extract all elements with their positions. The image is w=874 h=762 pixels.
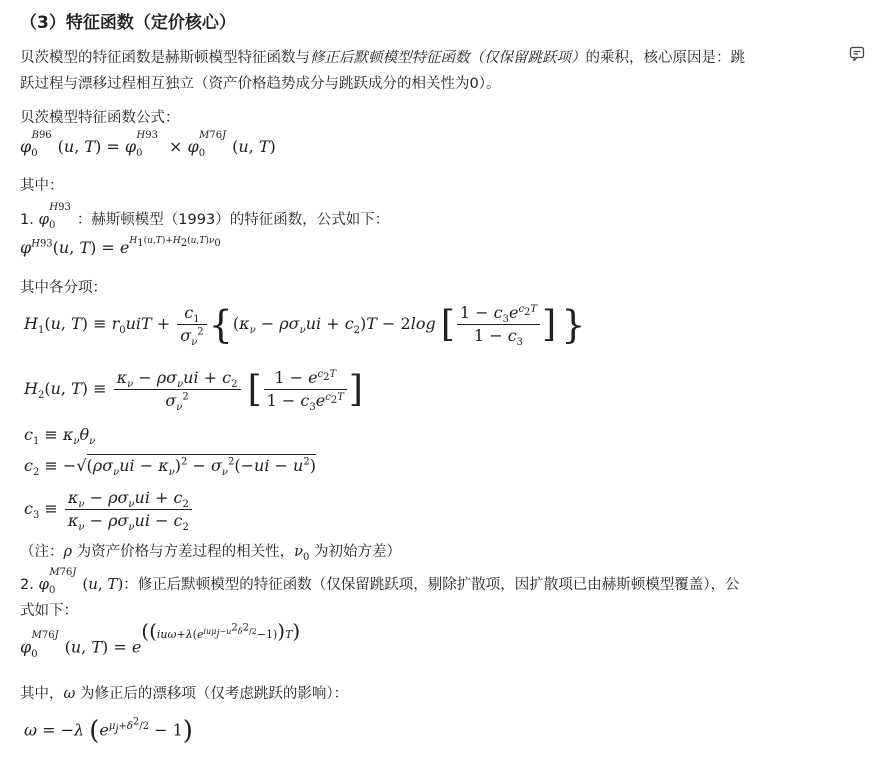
paragraph-intro: 贝茨模型的特征函数是赫斯顿模型特征函数与修正后默顿模型特征函数（仅保留跳跃项）的乘积，核心原因是：跳 跃过程与漂移过程相互独立（资产价格趋势成分与跳跃成分的相关性为0）。 xyxy=(20,50,745,92)
formula-intro: 贝茨模型特征函数公式： xyxy=(20,110,180,126)
among-label: 其中： xyxy=(20,178,64,194)
omega-formula: ω = −λ $(e^{\mu_j+\delta^2/2} - 1)$ xyxy=(24,716,193,746)
c3-formula: $c_3$ ≡ $\frac{\kappa_\nu - \rho\sigma_\nu ui + c_2}{\kappa_\nu - \rho\sigma_\nu ui - c_2}$ xyxy=(24,487,194,532)
c1-formula: $c_1 \equiv \kappa_\nu\theta_\nu$ xyxy=(24,425,96,448)
merton-formula: $\varphi_0^{M76J}(u$, $T) = e^{((iu\omega+\lambda(e^{iu\mu_j-u^2\delta^2/2}-1))T)}$ xyxy=(20,619,301,660)
h2-formula: $H_2(u$, T) ≡ $\frac{\kappa_\nu - \rho\sigma_\nu ui + c_2}{\sigma_\nu^2}$ [ $\frac{1 - e^{c_2T}}{1 - c_3e^{c_2T}}$ ] xyxy=(24,368,363,414)
c2-formula: $c_2 \equiv -√(\rho\sigma_\nu ui - \kappa_\nu)^2 - \sigma_\nu^2(-ui - u^2)$ xyxy=(24,456,316,479)
omega-intro: 其中，ω 为修正后的漂移项（仅考虑跳跃的影响）： xyxy=(20,686,349,702)
section-heading: （3）特征函数（定价核心） xyxy=(20,13,236,33)
heston-formula: $\varphi^{H93}(u$, $T) = e^{H_1(u,T)+H_2(u,T)\nu_0}$ xyxy=(20,235,221,257)
h1-formula: $H_1(u$, $T) \equiv r_0uiT$ + $\frac{c_1}{\sigma_\nu^2}$ {$(\kappa_\nu - \rho\sigma_\nu ui + c_2)T - 2\log$ [ $\frac{1 - c_3e^{c_2T}}{1 - c_3}$ ] } xyxy=(24,302,586,349)
item-2: 2. $\varphi_0^{M76J}(u$, T)：修正后默顿模型的特征函数（仅保留跳跃项，剔除扩散项，因扩散项已由赫斯顿模型覆盖），公 式如下： xyxy=(20,567,740,619)
comment-icon[interactable] xyxy=(849,46,865,62)
item-1: 1. $\varphi_0^{H93}$：赫斯顿模型（1993）的特征函数，公式如下： xyxy=(20,202,390,231)
bates-formula: $\varphi_0^{B96}(u$, $T) = \varphi_0^{H93} \times \varphi_0^{M76J}(u$, T) xyxy=(20,129,276,160)
emphasis-text: 修正后默顿模型特征函数（仅保留跳跃项） xyxy=(310,50,586,66)
sub-items-label: 其中各分项： xyxy=(20,280,107,296)
note: （注：ρ 为资产价格与方差过程的相关性，$\nu_0$ 为初始方差） xyxy=(20,544,401,563)
